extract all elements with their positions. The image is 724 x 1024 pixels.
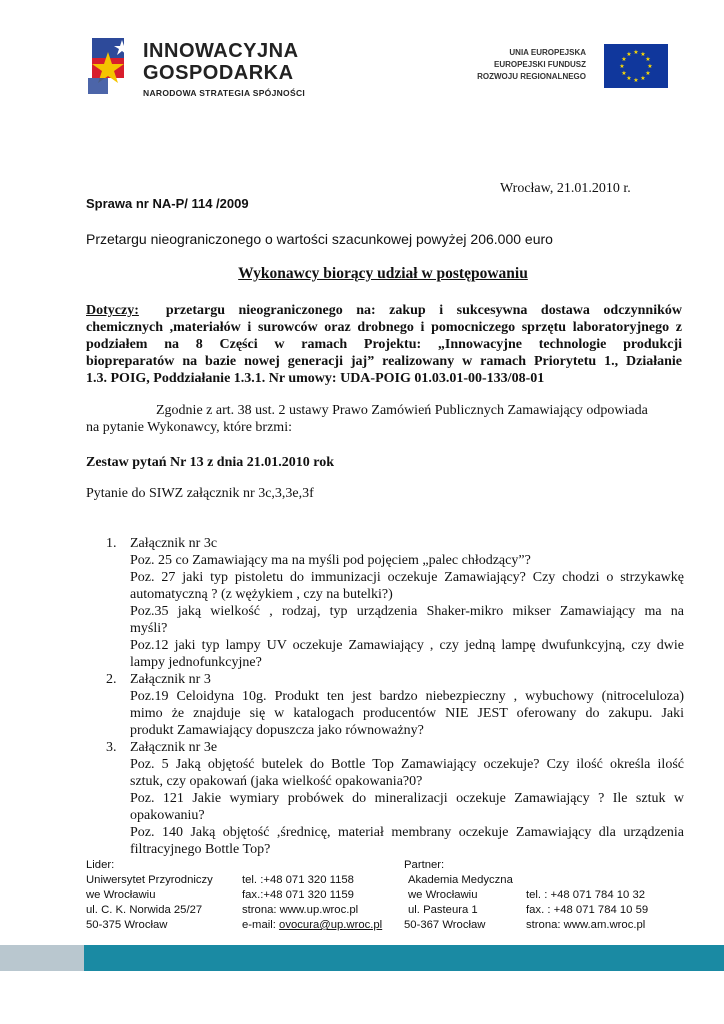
question-line: Poz. 25 co Zamawiający ma na myśli pod pojęciem „palec chłodzący”? — [130, 553, 531, 568]
subject-line-1 — [86, 302, 682, 319]
lider-line: we Wrocławiu — [86, 889, 156, 901]
eu-line2: EUROPEJSKI FUNDUSZ — [493, 60, 586, 69]
question-line: Załącznik nr 3e — [130, 740, 218, 755]
partner-line: ul. Pasteura 1 — [408, 904, 478, 916]
subject-text: przetargu nieograniczonego na: zakup i sukcesywna dostawa odczynników — [165, 303, 682, 318]
question-line: mimo że znajduje się w katalogach producentów NIE JEST oferowany do zakupu. Jaki — [130, 706, 684, 721]
lider-contact-line: tel. :+48 071 320 1158 — [242, 874, 354, 886]
svg-text:★: ★ — [633, 49, 639, 56]
lider-contact-line: strona: www.up.wroc.pl — [242, 904, 359, 916]
question-line: Poz. 121 Jakie wymiary probówek do mineralizacji oczekuje Zamawiający ? Ile sztuk w — [130, 791, 684, 806]
question-item — [106, 739, 684, 858]
lider-contact-line: fax.:+48 071 320 1159 — [242, 889, 354, 901]
innowacyjna-gospodarka-logo — [84, 34, 324, 104]
footer-partner — [404, 858, 513, 933]
partner-contact-line: strona: www.am.wroc.pl — [526, 919, 646, 931]
siwz-line: Pytanie do SIWZ załącznik nr 3c,3,3e,3f — [86, 486, 314, 501]
lider-label: Lider: — [86, 859, 115, 871]
subject-line: biopreparatów na bazie nowej generacji jaj” realizowany w ramach Priorytetu 1., Działanie — [86, 354, 682, 369]
question-line: produkt Zamawiający dopuszcza jako równoważny? — [130, 723, 424, 738]
question-line: Poz. 5 Jaką objętość butelek do Bottle Top Zamawiający oczekuje? Czy ilość określa ilość — [130, 757, 684, 772]
subject-line: podziałem na 8 Części w ramach Projektu: „Innowacyjne technologie produkcji — [86, 337, 682, 352]
svg-text:★: ★ — [647, 63, 653, 70]
subject-line: 1.3. POIG, Poddziałanie 1.3.1. Nr umowy: UDA-POIG 01.03.01-00-133/08-01 — [86, 371, 545, 386]
question-line: Poz.35 jaką wielkość , rodzaj, typ urządzenia Shaker-mikro mikser Zamawiający ma na — [130, 604, 684, 619]
question-number: 3. — [106, 740, 117, 755]
case-number: Sprawa nr NA-P/ 114 /2009 — [86, 196, 249, 211]
svg-text:★: ★ — [640, 51, 646, 58]
eu-line1: UNIA EUROPEJSKA — [509, 48, 586, 57]
question-item — [106, 535, 684, 671]
svg-text:★: ★ — [626, 75, 632, 82]
ig-tagline: NARODOWA STRATEGIA SPÓJNOŚCI — [143, 88, 306, 98]
partner-line: we Wrocławiu — [408, 889, 478, 901]
question-line: Poz.12 jaki typ lampy UV oczekuje Zamawiający , czy jedną lampę dwufunkcyjną, czy dwie — [130, 638, 684, 653]
tender-description: Przetargu nieograniczonego o wartości szacunkowej powyżej 206.000 euro — [86, 231, 553, 247]
eu-flag-icon — [604, 44, 668, 88]
partner-line: 50-367 Wrocław — [404, 919, 486, 931]
question-line: Poz. 27 jaki typ pistoletu do immunizacji oczekuje Zamawiający? Czy chodzi o strzykawkę — [130, 570, 684, 585]
question-line: lampy jednofunkcyjne? — [130, 655, 262, 670]
question-set-heading: Zestaw pytań Nr 13 z dnia 21.01.2010 rok — [86, 455, 335, 470]
eu-line3: ROZWOJU REGIONALNEGO — [477, 72, 586, 81]
question-line: Załącznik nr 3c — [130, 536, 218, 551]
svg-text:★: ★ — [619, 63, 625, 70]
question-line: myśli? — [130, 621, 168, 636]
lider-email-link[interactable]: ovocura@up.wroc.pl — [279, 919, 383, 931]
lider-email-line — [242, 918, 382, 933]
partner-label: Partner: — [404, 859, 445, 871]
footer-partner-contact — [526, 888, 648, 933]
question-number: 2. — [106, 672, 117, 687]
footer-lider — [86, 858, 213, 933]
intro-line: Zgodnie z art. 38 ust. 2 ustawy Prawo Zamówień Publicznych Zamawiający odpowiada — [156, 403, 648, 418]
footer-lider-contact — [242, 873, 382, 933]
ig-title-line2: GOSPODARKA — [143, 62, 294, 84]
svg-text:★: ★ — [645, 70, 651, 77]
intro-paragraph — [86, 402, 682, 436]
subject-line: chemicznych ,materiałów i surowców oraz drobnego i pomocniczego sprzętu laboratoryjnego z — [86, 320, 682, 335]
partner-contact-line: tel. : +48 071 784 10 32 — [526, 889, 646, 901]
footer-bar-light-segment — [0, 945, 84, 971]
ig-star-logo-icon — [84, 34, 138, 96]
question-item — [106, 671, 684, 739]
question-line: opakowaniu? — [130, 808, 205, 823]
lider-line: ul. C. K. Norwida 25/27 — [86, 904, 203, 916]
footer-bar-teal-segment — [84, 945, 724, 971]
footer-color-bar — [0, 945, 724, 971]
subject-label: Dotyczy: — [86, 303, 139, 318]
lider-line: 50-375 Wrocław — [86, 919, 168, 931]
svg-text:★: ★ — [621, 56, 627, 63]
document-title: Wykonawcy biorący udział w postępowaniu — [238, 265, 528, 282]
svg-text:★: ★ — [633, 77, 639, 84]
svg-text:★: ★ — [621, 70, 627, 77]
ig-title-line1: INNOWACYJNA — [143, 40, 299, 62]
partner-line: Akademia Medyczna — [408, 874, 513, 886]
partner-contact-line: fax. : +48 071 784 10 59 — [526, 904, 649, 916]
question-number: 1. — [106, 536, 117, 551]
question-list — [106, 535, 684, 858]
eu-logo — [477, 44, 668, 90]
svg-text:★: ★ — [645, 56, 651, 63]
letter-date: Wrocław, 21.01.2010 r. — [500, 181, 631, 196]
intro-line: na pytanie Wykonawcy, które brzmi: — [86, 420, 292, 435]
question-line: Poz.19 Celoidyna 10g. Produkt ten jest bardzo niebezpieczny , wybuchowy (nitroceluloza) — [130, 689, 684, 704]
question-line: sztuk, czy opakowań (jaka wielkość opakowania?0? — [130, 774, 423, 789]
lider-line: Uniwersytet Przyrodniczy — [86, 874, 213, 886]
lider-email-label: e-mail: — [242, 919, 280, 931]
question-line: automatyczną ? (z wężykiem , czy na butelki?) — [130, 587, 393, 602]
question-line: Załącznik nr 3 — [130, 672, 211, 687]
question-line: filtracyjnego Bottle Top? — [130, 842, 271, 857]
svg-text:★: ★ — [640, 75, 646, 82]
question-line: Poz. 140 Jaką objętość ,średnicę, materiał membrany oczekuje Zamawiający dla urządzenia — [130, 825, 684, 840]
subject-block — [86, 302, 682, 387]
svg-text:★: ★ — [626, 51, 632, 58]
